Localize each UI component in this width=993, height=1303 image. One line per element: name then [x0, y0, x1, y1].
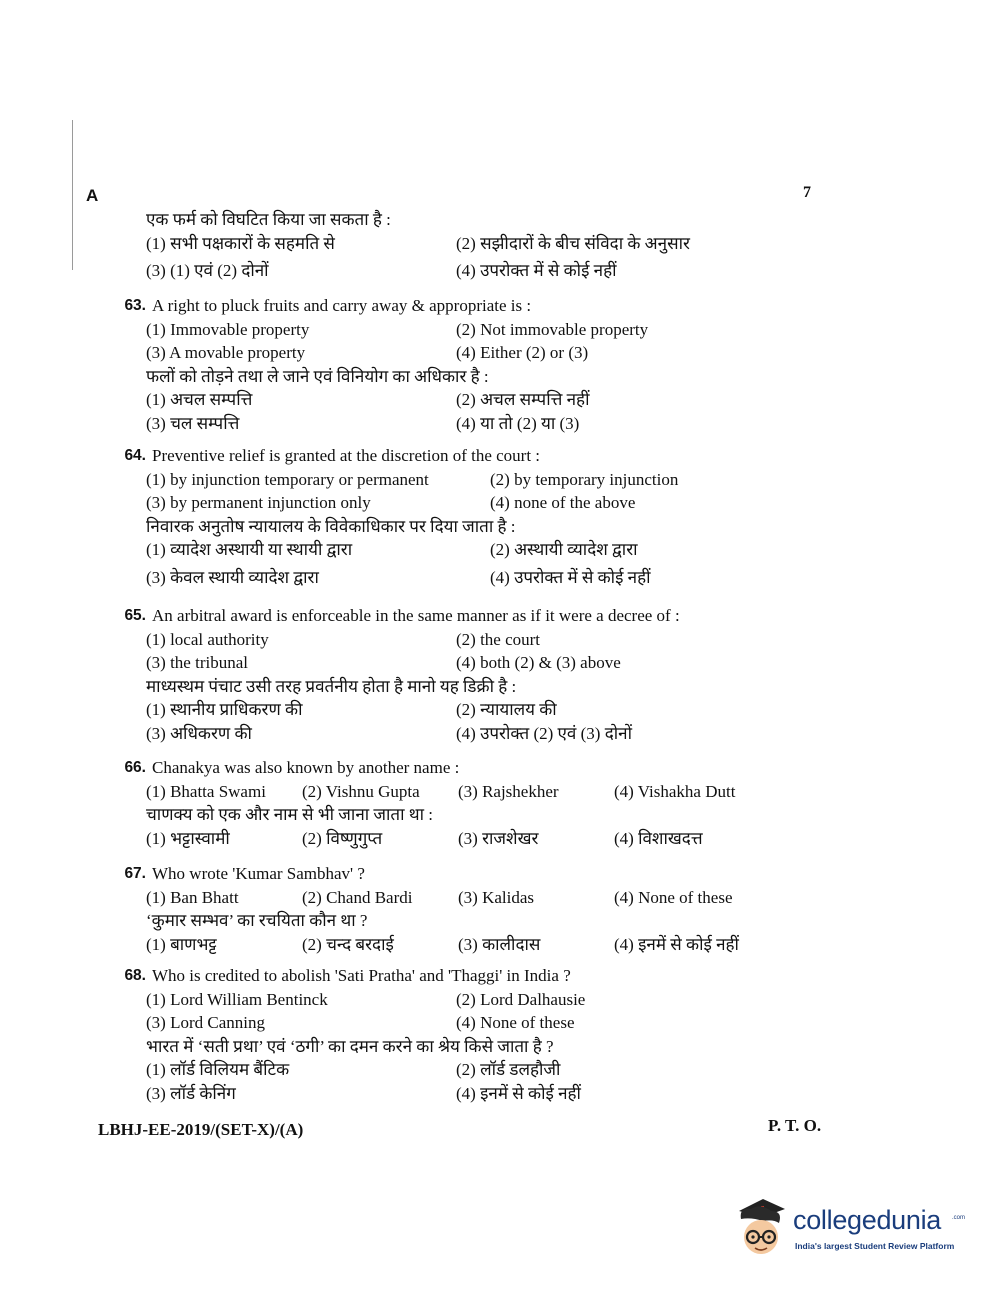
options-hindi: [100, 933, 800, 957]
brand-suffix: .com: [952, 1215, 966, 1221]
margin-line: [72, 120, 73, 270]
option: (1) व्यादेश अस्थायी या स्थायी द्वारा: [146, 540, 353, 559]
option: (3) Kalidas: [458, 887, 535, 907]
option: (2) Not immovable property: [456, 319, 649, 339]
option: (2) by temporary injunction: [490, 469, 679, 489]
option: (2) सझीदारों के बीच संविदा के अनुसार: [456, 233, 690, 253]
question-number: 63.: [124, 297, 146, 314]
option: (3) केवल स्थायी व्यादेश द्वारा: [146, 567, 319, 587]
options-english: [100, 628, 800, 675]
question-63: [100, 294, 800, 435]
question-english: Who is credited to abolish 'Sati Pratha' and 'Thaggi' in India ?: [152, 966, 571, 985]
question-hindi: भारत में ‘सती प्रथा’ एवं ‘ठगी’ का दमन करने का श्रेय किसे जाता है ?: [146, 1036, 554, 1056]
page-number: 7: [803, 184, 811, 201]
options-hindi: [100, 698, 800, 745]
question-english: An arbitral award is enforceable in the same manner as if it were a decree of :: [152, 606, 680, 625]
option: (3) राजशेखर: [458, 828, 539, 848]
question-64: [100, 444, 800, 589]
option: (4) विशाखदत्त: [614, 828, 703, 848]
option: (1) सभी पक्षकारों के सहमति से: [146, 233, 335, 253]
option: (3) लॉर्ड केनिंग: [146, 1083, 236, 1103]
option: (1) Lord William Bentinck: [146, 989, 328, 1009]
mascot-icon: [733, 1197, 789, 1261]
question-62-continuation: [100, 208, 800, 283]
question-number: 66.: [124, 759, 146, 776]
option: (4) इनमें से कोई नहीं: [456, 1083, 581, 1103]
option: (4) Vishakha Dutt: [614, 781, 736, 801]
option: (4) none of the above: [490, 493, 636, 512]
question-65: [100, 604, 800, 745]
option: (3) A movable property: [146, 343, 306, 362]
option: (2) Chand Bardi: [302, 887, 413, 907]
option: (3) अधिकरण की: [146, 723, 252, 743]
question-66: [100, 756, 800, 850]
option: (1) स्थानीय प्राधिकरण की: [146, 700, 303, 719]
option: (1) Ban Bhatt: [146, 887, 239, 907]
options-english: [100, 318, 800, 365]
option: (1) लॉर्ड विलियम बैंटिक: [146, 1060, 290, 1079]
option: (3) (1) एवं (2) दोनों: [146, 261, 269, 280]
options-english: [100, 780, 800, 804]
option: (4) None of these: [456, 1013, 575, 1032]
option: (2) the court: [456, 629, 541, 649]
option: (4) both (2) & (3) above: [456, 653, 621, 672]
options-hindi: [100, 232, 800, 283]
options-english: [100, 988, 800, 1035]
collegedunia-logo: [733, 1197, 966, 1267]
option: (2) Lord Dalhausie: [456, 989, 586, 1009]
question-number: 67.: [124, 865, 146, 882]
option: (3) कालीदास: [458, 934, 541, 954]
option: (4) इनमें से कोई नहीं: [614, 934, 739, 954]
options-english: [100, 468, 800, 515]
options-hindi: [100, 388, 800, 435]
options-english: [100, 886, 800, 910]
question-hindi: निवारक अनुतोष न्यायालय के विवेकाधिकार पर दिया जाता है :: [146, 516, 516, 536]
option: (2) न्यायालय की: [456, 700, 557, 719]
option: (1) local authority: [146, 629, 269, 649]
option: (4) या तो (2) या (3): [456, 413, 580, 433]
option: (3) by permanent injunction only: [146, 493, 371, 512]
option: (3) Lord Canning: [146, 1013, 265, 1032]
question-number: 68.: [124, 967, 146, 984]
option: (4) Either (2) or (3): [456, 343, 589, 362]
question-number: 64.: [124, 447, 146, 464]
options-hindi: [100, 827, 800, 851]
option: (3) चल सम्पत्ति: [146, 413, 240, 433]
brand-name: collegedunia: [793, 1205, 942, 1235]
question-english: Preventive relief is granted at the discretion of the court :: [152, 446, 541, 465]
question-english: A right to pluck fruits and carry away & appropriate is :: [152, 296, 532, 315]
options-hindi: [100, 1058, 800, 1105]
question-hindi: चाणक्य को एक और नाम से भी जाना जाता था :: [146, 805, 434, 824]
question-number: 65.: [124, 607, 146, 624]
question-hindi: फलों को तोड़ने तथा ले जाने एवं विनियोग का अधिकार है :: [146, 366, 489, 386]
option: (1) बाणभट्ट: [146, 934, 217, 954]
option: (1) Immovable property: [146, 319, 310, 339]
option: (3) the tribunal: [146, 653, 248, 672]
option: (2) विष्णुगुप्त: [302, 828, 383, 848]
question-hindi: ‘कुमार सम्भव’ का रचयिता कौन था ?: [146, 911, 368, 930]
option: (2) अस्थायी व्यादेश द्वारा: [490, 540, 638, 559]
option: (1) Bhatta Swami: [146, 781, 266, 801]
question-english: Chanakya was also known by another name :: [152, 758, 460, 777]
option: (2) लॉर्ड डलहौजी: [456, 1060, 561, 1079]
options-hindi: [100, 538, 800, 589]
brand-tagline: India's largest Student Review Platform: [795, 1241, 955, 1251]
question-english: Who wrote 'Kumar Sambhav' ?: [152, 864, 365, 883]
option: (1) भट्टास्वामी: [146, 828, 230, 848]
option: (2) Vishnu Gupta: [302, 781, 420, 801]
option: (4) उपरोक्त में से कोई नहीं: [490, 567, 651, 587]
option: (2) अचल सम्पत्ति नहीं: [456, 390, 590, 409]
question-hindi: माध्यस्थम पंचाट उसी तरह प्रवर्तनीय होता है मानो यह डिक्री है :: [146, 676, 517, 696]
option: (1) अचल सम्पत्ति: [146, 390, 253, 409]
set-letter: A: [86, 186, 99, 205]
option: (1) by injunction temporary or permanent: [146, 469, 429, 489]
option: (3) Rajshekher: [458, 781, 559, 801]
option: (4) None of these: [614, 887, 733, 907]
pto-label: P. T. O.: [768, 1116, 822, 1135]
paper-code: LBHJ-EE-2019/(SET-X)/(A): [98, 1120, 304, 1139]
option: (2) चन्द बरदाई: [302, 934, 394, 954]
question-67: [100, 862, 800, 956]
option: (4) उपरोक्त में से कोई नहीं: [456, 261, 617, 280]
option: (4) उपरोक्त (2) एवं (3) दोनों: [456, 723, 632, 743]
question-68: [100, 964, 800, 1105]
question-hindi: एक फर्म को विघटित किया जा सकता है :: [146, 210, 391, 229]
